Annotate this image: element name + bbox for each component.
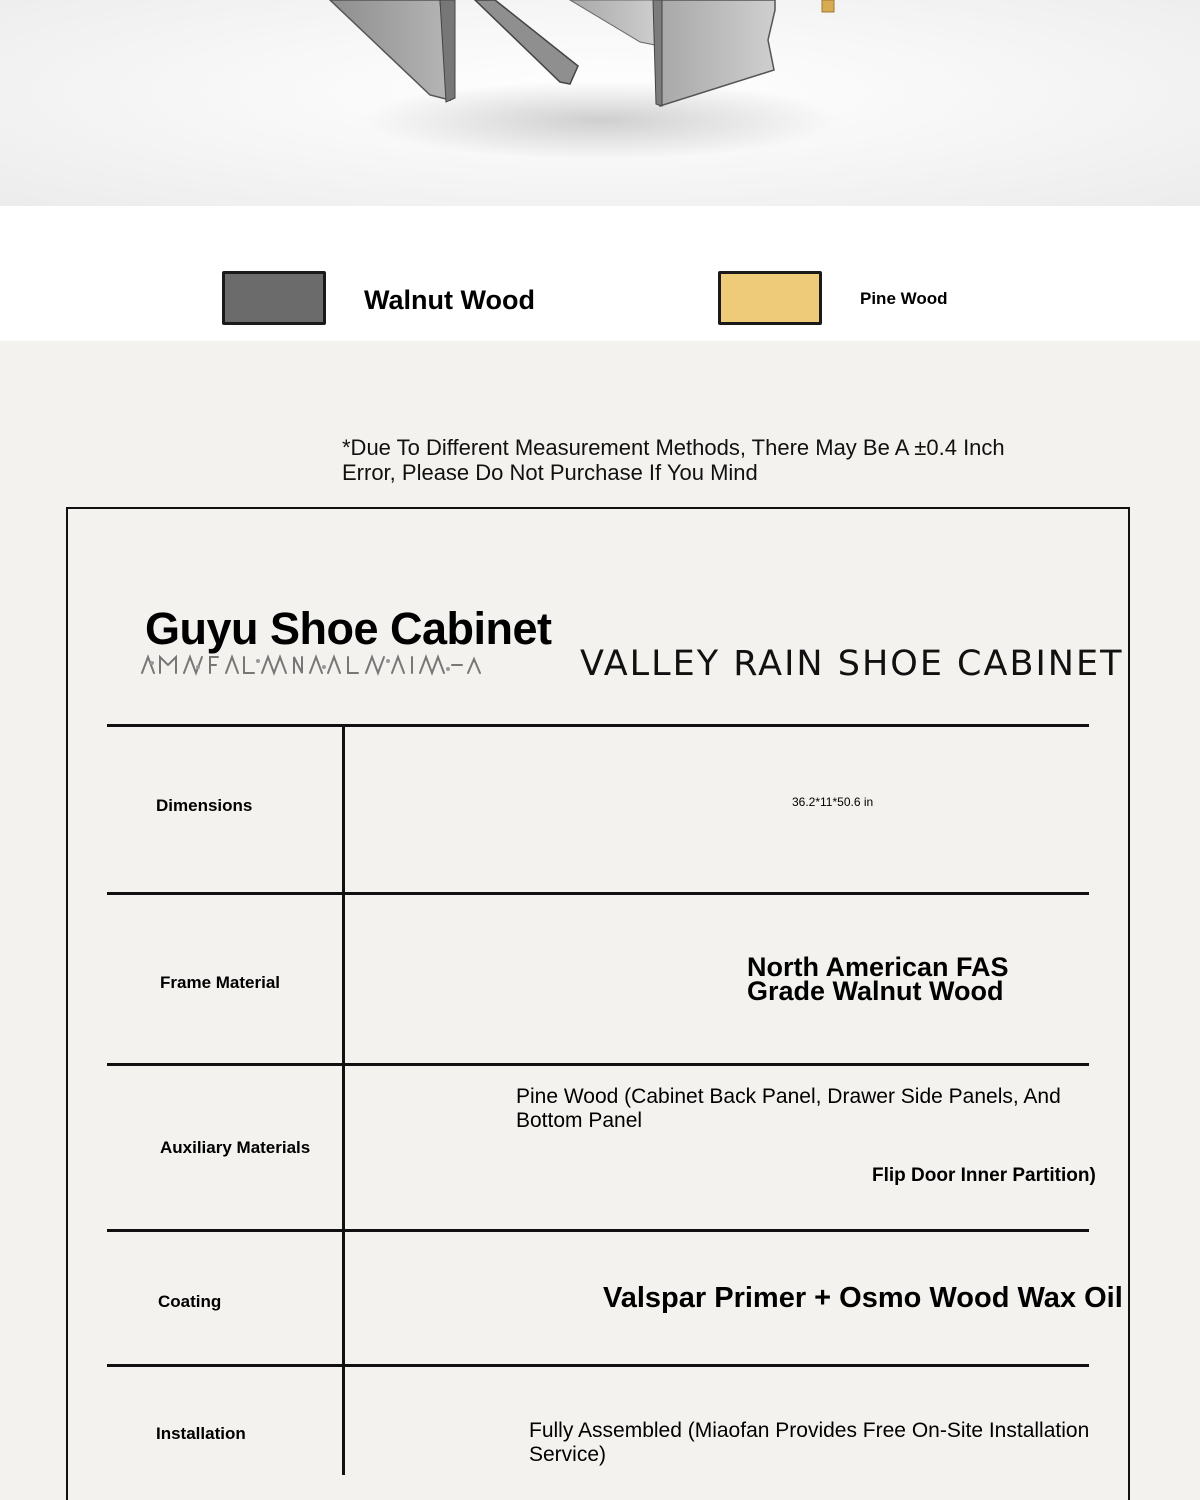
dimensions-value: 36.2*11*50.6 in <box>792 795 874 809</box>
auxiliary-materials-label: Auxiliary Materials <box>160 1138 311 1157</box>
coating-value: Valspar Primer + Osmo Wood Wax Oil <box>603 1282 1123 1314</box>
pine-color-swatch <box>718 271 822 325</box>
table-column-divider <box>342 725 345 1475</box>
material-swatch-strip <box>0 206 1200 341</box>
table-divider <box>107 1229 1089 1232</box>
dimensions-label: Dimensions <box>156 796 253 815</box>
table-divider <box>107 1364 1089 1367</box>
measurement-disclaimer: *Due To Different Measurement Methods, There May Be A ±0.4 Inch Error, Please Do Not Purchase If You Mind <box>342 435 1005 485</box>
product-render-image <box>0 0 1200 206</box>
frame-material-label: Frame Material <box>160 973 280 992</box>
product-subtitle: VALLEY RAIN SHOE CABINET <box>580 644 1124 684</box>
auxiliary-materials-value-2: Flip Door Inner Partition) <box>872 1165 1096 1186</box>
table-divider <box>107 892 1089 895</box>
auxiliary-materials-value: Pine Wood (Cabinet Back Panel, Drawer Side Panels, And Bottom Panel <box>516 1085 1061 1132</box>
product-title: Guyu Shoe Cabinet <box>145 603 552 654</box>
installation-label: Installation <box>156 1424 246 1443</box>
coating-label: Coating <box>158 1292 222 1311</box>
table-divider-top <box>107 724 1089 727</box>
pine-swatch-label: Pine Wood <box>860 289 948 308</box>
brand-script-logo <box>138 649 498 681</box>
frame-material-value: North American FAS Grade Walnut Wood <box>747 952 1009 1006</box>
spec-table-frame <box>66 507 1130 1500</box>
installation-value: Fully Assembled (Miaofan Provides Free On-Site Installation Service) <box>529 1419 1090 1466</box>
spec-panel <box>0 341 1200 1500</box>
table-divider <box>107 1063 1089 1066</box>
walnut-swatch-label: Walnut Wood <box>364 285 535 315</box>
walnut-color-swatch <box>222 271 326 325</box>
cabinet-panels-illustration <box>0 0 1200 206</box>
